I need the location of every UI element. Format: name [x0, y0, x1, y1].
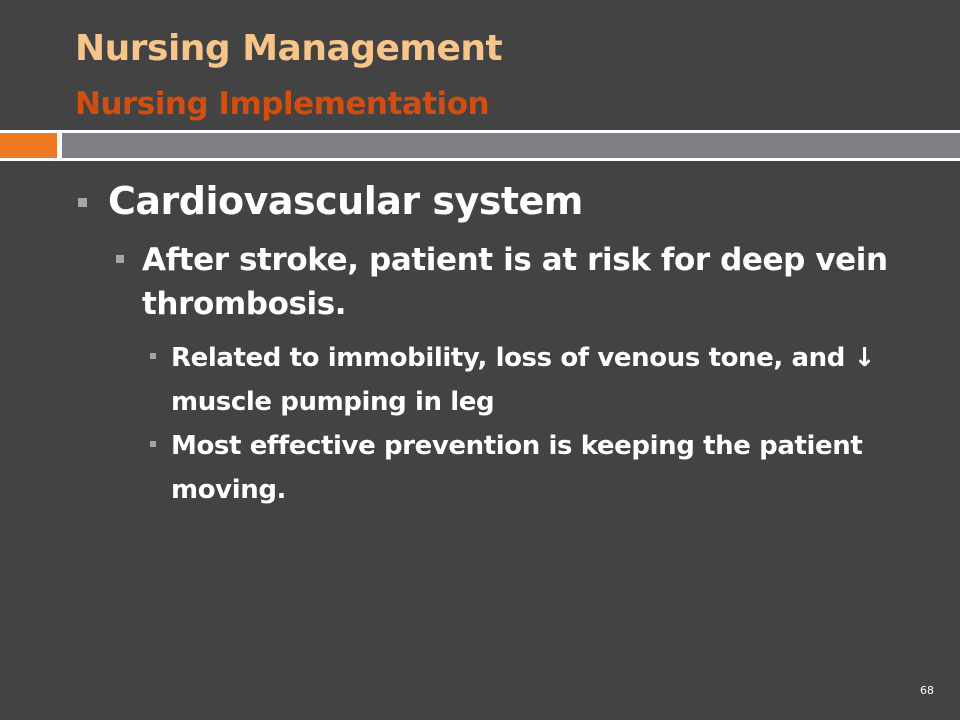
bullet-level-1: Cardiovascular system	[108, 179, 583, 223]
square-bullet-icon	[116, 255, 124, 263]
bullet-level-3: Most effective prevention is keeping the patient moving.	[171, 431, 863, 505]
bullet-level-3: Related to immobility, loss of venous tone, and ↓ muscle pumping in leg	[171, 343, 876, 417]
slide-subtitle: Nursing Implementation	[75, 86, 490, 122]
square-bullet-icon	[150, 441, 156, 447]
square-bullet-icon	[150, 353, 156, 359]
header-rule-orange	[0, 130, 57, 161]
square-bullet-icon	[78, 198, 87, 207]
bullet-level-2: After stroke, patient is at risk for deep vein thrombosis.	[142, 242, 888, 322]
slide-title: Nursing Management	[75, 28, 503, 69]
header-rule-gray	[62, 130, 960, 161]
page-number: 68	[920, 684, 934, 697]
